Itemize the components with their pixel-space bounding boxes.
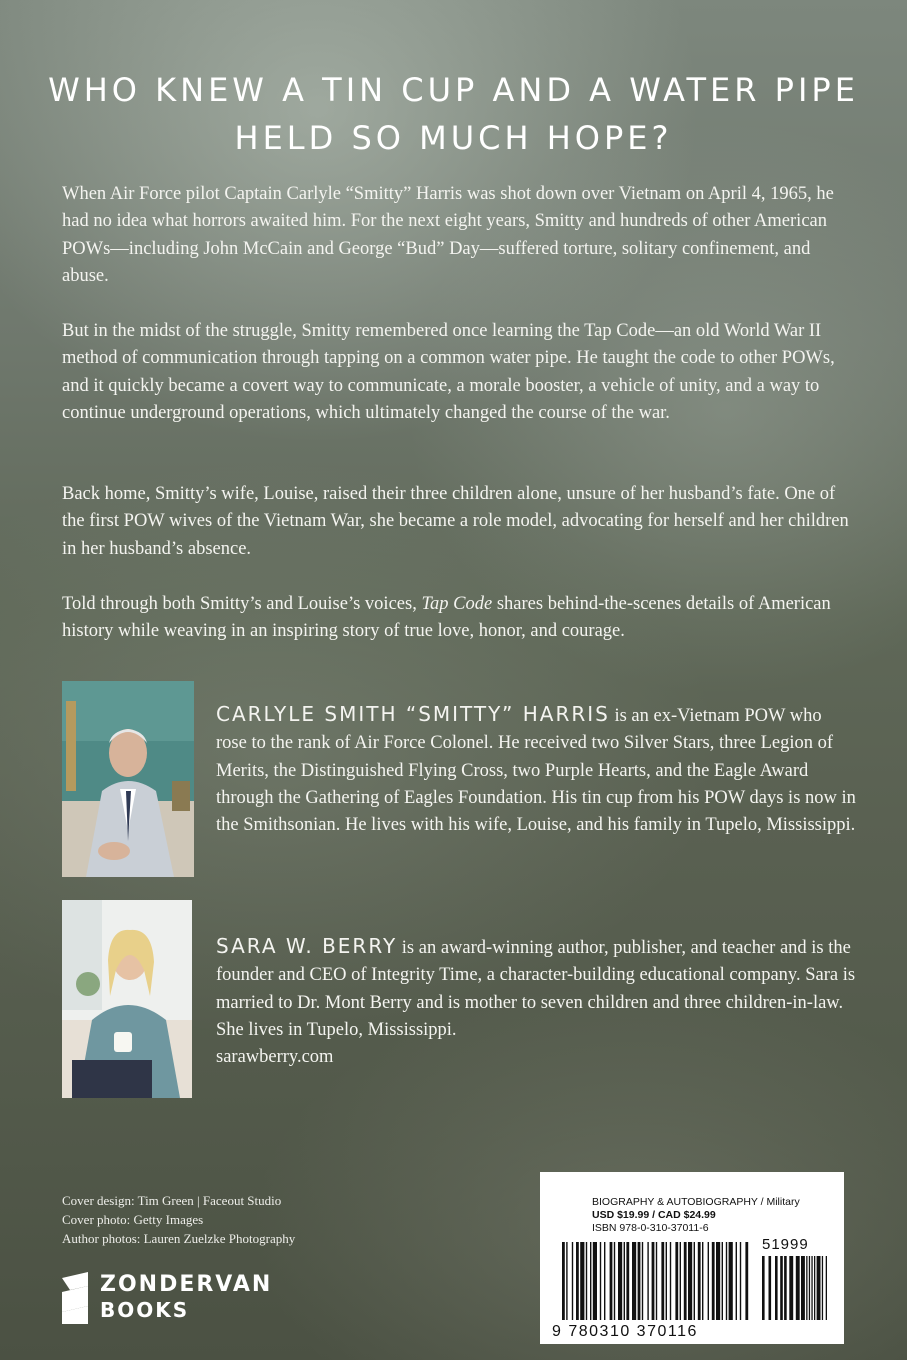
synopsis-paragraph-1: When Air Force pilot Captain Carlyle “Smitty” Harris was shot down over Vietnam on April 4, 1965, he had no idea what horrors awaited him. For the next eight years, Smitty and hundreds of other American POWs—including John McCain and George “Bud” Day—suffered torture, solitary confinement, and abuse. [62, 184, 834, 286]
barcode-bar [694, 1242, 695, 1320]
barcode-bar [624, 1242, 625, 1320]
barcode-bar [736, 1242, 737, 1320]
barcode-bar [618, 1242, 622, 1320]
barcode-bar [684, 1242, 687, 1320]
barcode-addon-bar [822, 1256, 823, 1320]
barcode-bar [698, 1242, 701, 1320]
publisher-name: ZONDERVAN [100, 1272, 273, 1297]
publisher-imprint: BOOKS [100, 1298, 190, 1322]
barcode-addon-bar [762, 1256, 765, 1320]
publisher-logo [62, 1272, 302, 1324]
headline [0, 66, 907, 162]
author-photo-carlyle-harris [62, 681, 194, 877]
synopsis-paragraph-2: But in the midst of the struggle, Smitty remembered once learning the Tap Code—an old World War II method of communication through tapping on a common water pipe. He taught the code to other POWs, and it quickly became a covert way to communicate, a morale booster, a vehicle of unity, and a way to continue underground operations, which ultimately changed the course of the war. [62, 321, 835, 423]
barcode-box [540, 1172, 844, 1344]
cover-credits [62, 1191, 295, 1248]
author-photo-sara-berry [62, 900, 192, 1098]
barcode-bar [688, 1242, 692, 1320]
author-website[interactable]: sarawberry.com [216, 1047, 334, 1068]
barcode-bar [656, 1242, 657, 1320]
author-photos-credit: Author photos: Lauren Zuelzke Photography [62, 1231, 296, 1246]
barcode-bar [614, 1242, 615, 1320]
headline-line-1: WHO KNEW A TIN CUP AND A WATER PIPE [48, 71, 859, 109]
barcode-bar [562, 1242, 565, 1320]
barcode-addon-bar [801, 1256, 805, 1320]
barcode-bar [708, 1242, 709, 1320]
barcode-addon-bar [806, 1256, 807, 1320]
barcode-addon-bar [796, 1256, 800, 1320]
barcode-bar [576, 1242, 579, 1320]
barcode-bar [566, 1242, 567, 1320]
paragraph-4-end: shares behind-the-scenes details of American history while weaving in an inspiring story of true love, honor, and courage. [62, 594, 831, 642]
author-bio-text-carlyle-harris: is an ex-Vietnam POW who rose to the rank of Air Force Colonel. He received two Silver Stars, three Legion of Merits, the Distinguished Flying Cross, two Purple Hearts, and the Eagle Award through the Gathering of Eagles Foundation. His tin cup from his POW days is now in the Smithsonian. He lives with his wife, Louise, and his family in Tupelo, Mississippi. [216, 706, 856, 836]
barcode-bar [610, 1242, 613, 1320]
barcode-addon-digits: 51999 [762, 1236, 809, 1253]
barcode-bar [745, 1242, 748, 1320]
barcode-bar [702, 1242, 703, 1320]
barcode-bar [726, 1242, 727, 1320]
zondervan-logo-icon [62, 1272, 92, 1324]
barcode-bar [652, 1242, 655, 1320]
barcode-addon-bar [780, 1256, 783, 1320]
barcode-bar [740, 1242, 741, 1320]
paragraph-4-start: Told through both Smitty’s and Louise’s voices, [62, 594, 422, 614]
author-name-carlyle-harris: CARLYLE SMITH “SMITTY” HARRIS [216, 702, 610, 726]
book-category: BIOGRAPHY & AUTOBIOGRAPHY / Military [592, 1196, 800, 1208]
barcode-bar [586, 1242, 587, 1320]
barcode-bar [604, 1242, 605, 1320]
barcode-addon-bar [775, 1256, 778, 1320]
barcode-bar [647, 1242, 648, 1320]
barcode-addon-bar [817, 1256, 821, 1320]
barcode-bar [716, 1242, 720, 1320]
barcode-bar [642, 1242, 643, 1320]
barcode-bar [680, 1242, 681, 1320]
barcode-ean-digits: 9 780310 370116 [552, 1323, 698, 1340]
synopsis-paragraph-3: Back home, Smitty’s wife, Louise, raised their three children alone, unsure of her husband’s fate. One of the first POW wives of the Vietnam War, she became a role model, advocating for herself and her children in her husband’s absence. [62, 484, 849, 559]
barcode-bar [675, 1242, 678, 1320]
barcode-bar [632, 1242, 636, 1320]
author-name-sara-berry: SARA W. BERRY [216, 934, 398, 958]
book-isbn: ISBN 978-0-310-37011-6 [592, 1222, 709, 1234]
barcode-addon-bar [811, 1256, 812, 1320]
barcode-addon-bar [789, 1256, 793, 1320]
author-bio-carlyle-harris [216, 701, 856, 839]
barcode-bar [666, 1242, 667, 1320]
book-price: USD $19.99 / CAD $24.99 [592, 1209, 716, 1221]
barcode-bar [661, 1242, 664, 1320]
barcode-bar [638, 1242, 641, 1320]
barcode-bar [670, 1242, 671, 1320]
author-bio-text-sara-berry: is an award-winning author, publisher, and teacher and is the founder and CEO of Integrity Time, a character-building educational company. Sara is married to Dr. Mont Berry and is mother to seven children and three children-in-law. She lives in Tupelo, Mississippi. [216, 938, 856, 1040]
barcode-bar [572, 1242, 573, 1320]
barcode-bar [722, 1242, 723, 1320]
author-bio-sara-berry [216, 933, 856, 1071]
synopsis-paragraph-4 [62, 591, 852, 646]
book-title: Tap Code [421, 594, 493, 614]
barcode-addon-bar [826, 1256, 827, 1320]
cover-design-credit: Cover design: Tim Green | Faceout Studio [62, 1193, 282, 1208]
barcode-addon-bar [814, 1256, 815, 1320]
barcode-bar [626, 1242, 629, 1320]
barcode-bar [593, 1242, 597, 1320]
barcode-bar [580, 1242, 584, 1320]
barcode-bar [729, 1242, 733, 1320]
cover-photo-credit: Cover photo: Getty Images [62, 1212, 204, 1227]
barcode-addon-bar [809, 1256, 810, 1320]
barcode-bar [712, 1242, 715, 1320]
barcode-bar [600, 1242, 601, 1320]
barcode-bar [590, 1242, 591, 1320]
barcode-addon-bar [784, 1256, 787, 1320]
barcode-addon-bar [769, 1256, 772, 1320]
headline-line-2: HELD SO MUCH HOPE? [234, 119, 673, 157]
